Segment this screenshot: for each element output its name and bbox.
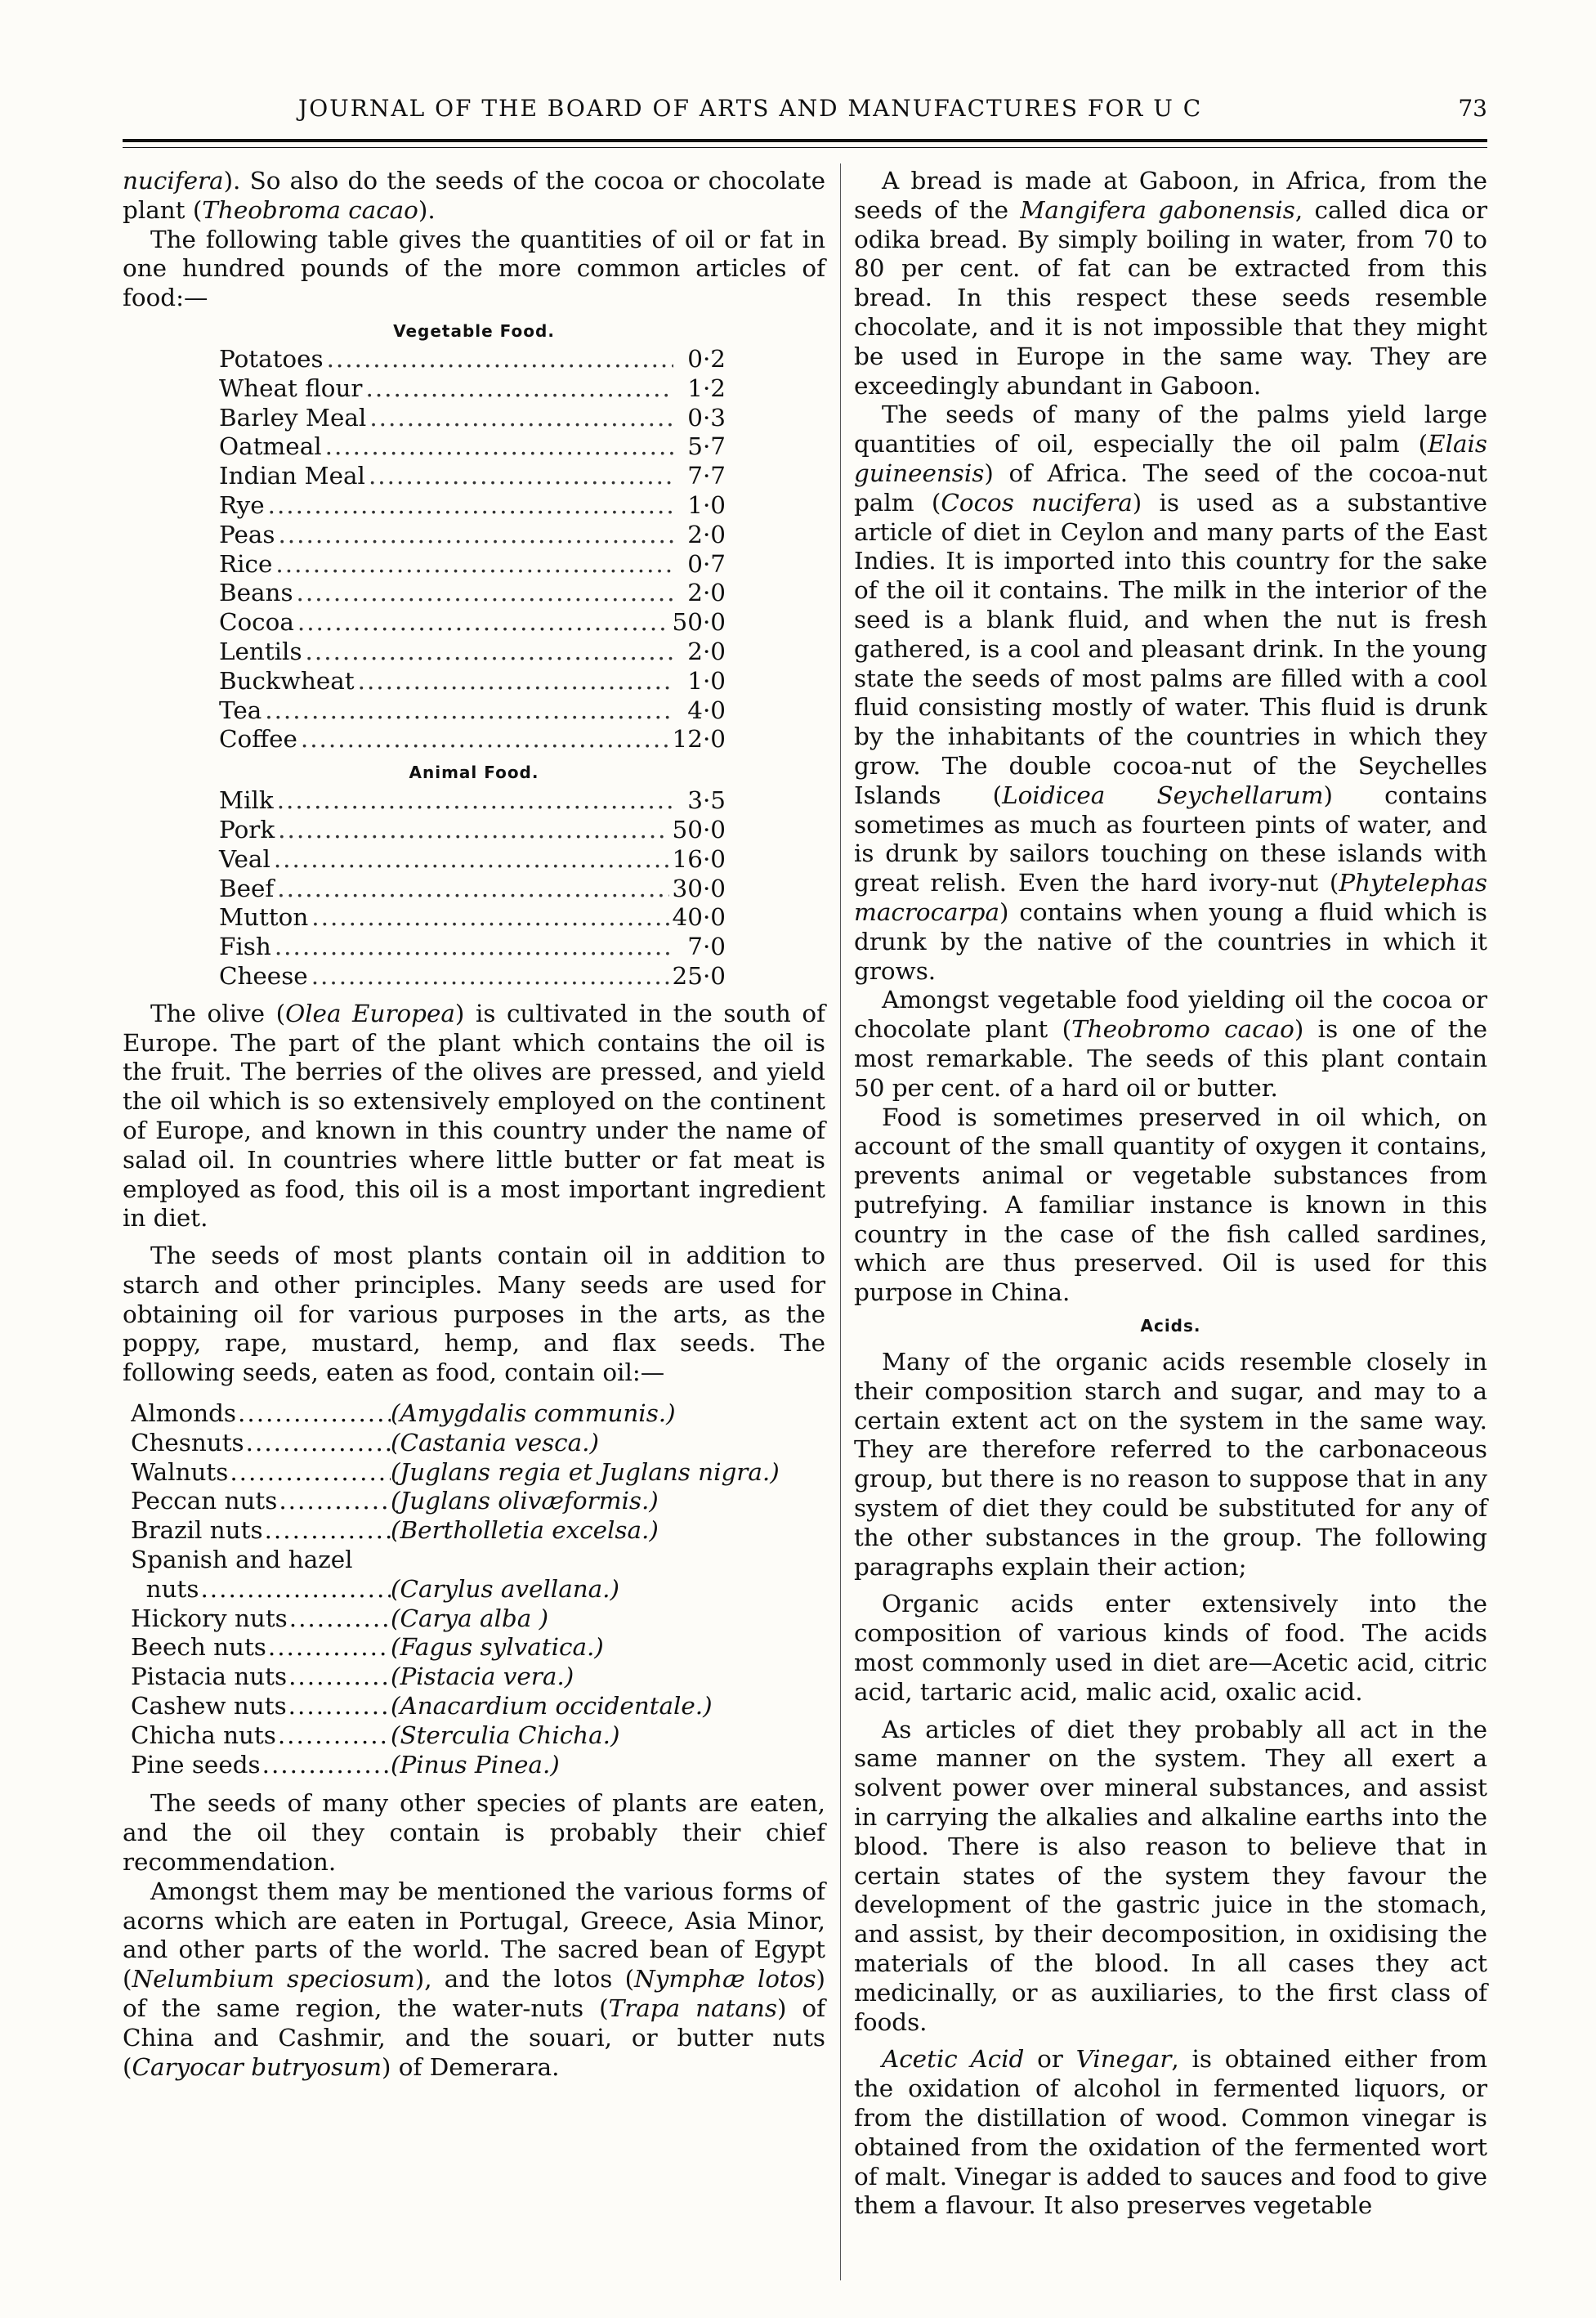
animal-name: Pork: [219, 815, 275, 844]
left-paragraph-olive: The olive (Olea Europea) is cultivated in the south of Europe. The part of the plant which contains the oil is the fruit. The berries of the olives are pressed, and yield the oil which is so extensively employed on the continent of Europe, and known in this country under the name of salad oil. In countries where little butter or fat meat is employed as food, this oil is a most important ingredient in diet.: [123, 999, 825, 1233]
vegetable-row: [219, 725, 726, 754]
seed-common-name: Walnuts: [131, 1457, 229, 1486]
seed-row: [131, 1721, 825, 1751]
seed-row: [131, 1633, 825, 1662]
animal-row: [219, 816, 726, 845]
vegetable-name: Rice: [219, 549, 273, 578]
vegetable-name: Wheat flour: [219, 374, 363, 402]
left-paragraph-acorns: Amongst them may be mentioned the various forms of acorns which are eaten in Portugal, Greece, Asia Minor, and other parts of the world. The sacred bean of Egypt (Nelumbium speciosum), and the lotos (Nymphæ lotos) of the same region, the water-nuts (Trapa natans) of China and Cashmir, and the souari, or butter nuts (Caryocar butryosum) of Demerara.: [123, 1877, 826, 2081]
leader-dots: [369, 462, 673, 491]
seed-latin-name: (Fagus sylvatica.): [391, 1633, 604, 1662]
right-paragraph-vinegar: Acetic Acid or Vinegar, is obtained either from the oxidation of alcohol in fermented liquors, or from the distillation of wood. Common vinegar is obtained from the oxidation of the fermented wort of malt. Vinegar is added to sauces and food to give them a flavour. It also preserves vegetable: [854, 2045, 1487, 2220]
acids-heading: Acids.: [1140, 1316, 1201, 1336]
vegetable-value: 50·0: [672, 608, 726, 637]
vegetable-row: [219, 696, 726, 726]
leader-dots: [246, 1429, 391, 1458]
right-paragraph-acids-list: Organic acids enter extensively into the composition of various kinds of food. The acids most commonly used in diet are—Acetic acid, citric acid, tartaric acid, malic acid, oxalic acid.: [854, 1590, 1487, 1706]
vegetable-name: Rye: [219, 490, 265, 519]
vegetable-row: [219, 521, 726, 550]
leader-dots: [268, 1633, 391, 1662]
leader-dots: [277, 875, 668, 904]
animal-name: Veal: [219, 844, 270, 873]
vegetable-name: Coffee: [219, 725, 297, 754]
vegetable-name: Lentils: [219, 637, 302, 665]
seed-common-name: Pine seeds: [131, 1750, 261, 1779]
seed-latin-name: (Carylus avellana.): [391, 1574, 619, 1603]
animal-name: Cheese: [219, 961, 308, 990]
vegetable-row: [219, 404, 726, 433]
animal-food-heading: Animal Food.: [409, 763, 539, 783]
vegetable-value: 0·7: [687, 549, 726, 578]
seed-name-cell: [131, 1429, 391, 1458]
seed-name-cell: [131, 1692, 391, 1721]
seed-row: [131, 1662, 825, 1692]
animal-row: [219, 845, 726, 875]
running-title: JOURNAL OF THE BOARD OF ARTS AND MANUFACTURES FOR U C: [298, 95, 1203, 122]
leader-dots: [238, 1399, 391, 1429]
seed-row: [131, 1399, 825, 1429]
left-paragraph-seeds: The seeds of most plants contain oil in addition to starch and other principles. Many seeds are used for obtaining oil for various purposes in the arts, as the poppy, rape, mustard, hemp, and flax seeds. The following seeds, eaten as food, contain oil:—: [123, 1242, 825, 1387]
vegetable-row: [219, 432, 726, 462]
seed-common-name: Beech nuts: [131, 1633, 266, 1662]
vegetable-row: [219, 550, 726, 580]
leader-dots: [265, 1516, 391, 1546]
seed-row: [131, 1575, 825, 1604]
right-paragraph-cocoa: Amongst vegetable food yielding oil the cocoa or chocolate plant (Theobromo cacao) is one of the most remarkable. The seeds of this plant contain 50 per cent. of a hard oil or butter.: [854, 986, 1488, 1102]
vegetable-row: [219, 608, 726, 638]
animal-name: Fish: [219, 933, 271, 961]
vegetable-value: 0·3: [687, 403, 726, 432]
animal-row: [219, 875, 726, 904]
animal-row: [219, 962, 726, 991]
seed-row: [131, 1429, 825, 1458]
leader-dots: [325, 432, 673, 462]
seed-latin-name: (Bertholletia excelsa.): [391, 1516, 659, 1545]
vegetable-row: [219, 491, 726, 521]
leader-dots: [279, 1487, 391, 1516]
seed-name-cell: [131, 1546, 391, 1575]
vegetable-value: 1·0: [687, 666, 726, 695]
left-paragraph-2: The following table gives the quantities of oil or fat in one hundred pounds of the more common articles of food:—: [123, 225, 825, 312]
seed-latin-name: (Anacardium occidentale.): [391, 1692, 713, 1721]
animal-value: 30·0: [672, 874, 726, 902]
seed-latin-name: (Sterculia Chicha.): [391, 1721, 620, 1749]
seed-common-name: Almonds: [131, 1399, 237, 1428]
seed-name-cell: [131, 1662, 391, 1692]
seed-latin-name: (Pistacia vera.): [391, 1662, 574, 1691]
seed-common-name: Peccan nuts: [131, 1487, 278, 1515]
vegetable-value: 0·2: [687, 344, 726, 373]
seed-common-name: nuts: [131, 1574, 199, 1603]
leader-dots: [230, 1458, 391, 1488]
vegetable-value: 2·0: [687, 579, 726, 607]
seed-common-name: Pistacia nuts: [131, 1662, 288, 1691]
seed-name-cell: [131, 1399, 391, 1429]
animal-row: [219, 903, 726, 933]
animal-food-table: [219, 786, 726, 991]
leader-dots: [288, 1692, 391, 1721]
vegetable-name: Oatmeal: [219, 432, 322, 461]
animal-row: [219, 786, 726, 816]
vegetable-name: Barley Meal: [219, 403, 367, 432]
left-paragraph-1: nucifera). So also do the seeds of the cocoa or chocolate plant (Theobroma cacao).: [123, 167, 825, 224]
leader-dots: [327, 345, 673, 374]
seed-row: [131, 1487, 825, 1516]
animal-name: Mutton: [219, 903, 309, 932]
leader-dots: [268, 491, 673, 521]
seed-common-name: Spanish and hazel: [131, 1546, 353, 1574]
leader-dots: [306, 638, 673, 667]
vegetable-food-table: [219, 345, 726, 754]
animal-name: Beef: [219, 874, 275, 902]
vegetable-row: [219, 345, 726, 374]
vegetable-value: 5·7: [687, 432, 726, 461]
seed-name-cell: [131, 1604, 391, 1634]
leader-dots: [297, 579, 673, 608]
right-paragraph-preserved: Food is sometimes preserved in oil which, on account of the small quantity of oxygen it contains, prevents animal or vegetable substances from putrefying. A familiar instance is known in this country in the case of the fish called sardines, which are thus preserved. Oil is used for this purpose in China.: [854, 1103, 1487, 1307]
seed-name-cell: [131, 1633, 391, 1662]
animal-value: 7·0: [687, 933, 726, 961]
vegetable-food-heading: Vegetable Food.: [393, 320, 555, 341]
vegetable-row: [219, 667, 726, 696]
right-paragraph-gaboon: A bread is made at Gaboon, in Africa, from the seeds of the Mangifera gabonensis, called dica or odika bread. By simply boiling in water, from 70 to 80 per cent. of fat can be extracted from this bread. In this respect these seeds resemble chocolate, and it is not impossible that they might be used in Europe in the same way. They are exceedingly abundant in Gaboon.: [854, 167, 1487, 400]
page-number: 73: [1458, 95, 1487, 122]
seed-row: [131, 1751, 825, 1780]
seed-name-cell: [131, 1575, 391, 1604]
vegetable-value: 1·0: [687, 490, 726, 519]
seed-row: [131, 1692, 825, 1721]
leader-dots: [278, 1721, 391, 1751]
vegetable-name: Potatoes: [219, 344, 324, 373]
leader-dots: [278, 816, 668, 845]
seed-row: [131, 1604, 825, 1634]
vegetable-value: 2·0: [687, 520, 726, 548]
leader-dots: [365, 374, 673, 404]
vegetable-row: [219, 462, 726, 491]
left-column: [123, 167, 825, 2082]
animal-value: 40·0: [672, 903, 726, 932]
seed-common-name: Chesnuts: [131, 1428, 244, 1457]
oil-seed-table: [131, 1399, 825, 1779]
vegetable-value: 4·0: [687, 696, 726, 724]
leader-dots: [311, 962, 669, 991]
leader-dots: [369, 404, 673, 433]
animal-value: 25·0: [672, 961, 726, 990]
seed-row: [131, 1516, 825, 1546]
seed-name-cell: [131, 1487, 391, 1516]
animal-value: 16·0: [672, 844, 726, 873]
seed-name-cell: [131, 1458, 391, 1488]
animal-value: 3·5: [687, 786, 726, 815]
leader-dots: [311, 903, 668, 933]
leader-dots: [275, 550, 673, 580]
seed-latin-name: (Juglans olivæformis.): [391, 1487, 659, 1515]
leader-dots: [274, 845, 669, 875]
animal-value: 50·0: [672, 815, 726, 844]
vegetable-row: [219, 374, 726, 404]
left-paragraph-other-species: The seeds of many other species of plants are eaten, and the oil they contain is probably their chief recommendation.: [123, 1789, 825, 1877]
leader-dots: [358, 667, 673, 696]
seed-common-name: Cashew nuts: [131, 1692, 287, 1721]
leader-dots: [200, 1575, 391, 1604]
vegetable-row: [219, 638, 726, 667]
animal-row: [219, 933, 726, 962]
vegetable-row: [219, 579, 726, 608]
seed-name-cell: [131, 1751, 391, 1780]
seed-name-cell: [131, 1721, 391, 1751]
leader-dots: [277, 786, 673, 816]
animal-name: Milk: [219, 786, 274, 815]
seed-name-cell: [131, 1516, 391, 1546]
page-header: [123, 88, 1487, 129]
vegetable-name: Cocoa: [219, 608, 294, 637]
seed-common-name: Brazil nuts: [131, 1516, 263, 1545]
vegetable-value: 1·2: [687, 374, 726, 402]
seed-latin-name: (Castania vesca.): [391, 1428, 599, 1457]
column-separator: [840, 163, 841, 2280]
right-paragraph-palms: The seeds of many of the palms yield large quantities of oil, especially the oil palm (Elais guineensis) of Africa. The seed of the cocoa-nut palm (Cocos nucifera) is used as a substantive article of diet in Ceylon and many parts of the East Indies. It is imported into this country for the sake of the oil it contains. The milk in the interior of the seed is a blank fluid, and when the nut is fresh gathered, is a cool and pleasant drink. In the young state the seeds of most palms are filled with a cool fluid consisting mostly of water. This fluid is drunk by the inhabitants of the countries in which they grow. The double cocoa-nut of the Seychelles Islands (Loidicea Seychellarum) contains sometimes as much as fourteen pints of water, and is drunk by sailors touching on these islands with great relish. Even the hard ivory-nut (Phytelephas macrocarpa) contains when young a fluid which is drunk by the native of the countries in which it grows.: [854, 401, 1488, 985]
right-paragraph-organic-acids: Many of the organic acids resemble closely in their composition starch and sugar, and may to a certain extent act on the system in the same way. They are therefore referred to the carbonaceous group, but there is no reason to suppose that in any system of diet they could be substituted for any of the other substances in the group. The following paragraphs explain their action;: [854, 1348, 1487, 1581]
leader-dots: [265, 696, 673, 726]
header-rule-thick: [123, 139, 1487, 142]
vegetable-name: Indian Meal: [219, 462, 365, 490]
vegetable-name: Beans: [219, 579, 293, 607]
leader-dots: [262, 1751, 391, 1780]
header-rule-thin: [123, 147, 1487, 148]
vegetable-value: 2·0: [687, 637, 726, 665]
seed-latin-name: (Pinus Pinea.): [391, 1750, 560, 1779]
leader-dots: [275, 933, 673, 962]
seed-row: [131, 1546, 825, 1575]
seed-common-name: Hickory nuts: [131, 1604, 288, 1632]
seed-common-name: Chicha nuts: [131, 1721, 276, 1749]
vegetable-name: Buckwheat: [219, 666, 355, 695]
right-paragraph-diet-action: As articles of diet they probably all act in the same manner on the system. They all exert a solvent power over mineral substances, and assist in carrying the alkalies and alkaline earths into the blood. There is also reason to believe that in certain states of the system they favour the development of the gastric juice in the stomach, and assist, by their decomposition, in oxidising the materials of the blood. In all cases they act medicinally, or as auxiliaries, to the first class of foods.: [854, 1715, 1487, 2036]
vegetable-name: Tea: [219, 696, 262, 724]
seed-latin-name: (Carya alba ): [391, 1604, 549, 1632]
leader-dots: [278, 521, 673, 550]
leader-dots: [297, 608, 669, 638]
seed-latin-name: (Juglans regia et Juglans nigra.): [391, 1457, 780, 1486]
seed-latin-name: (Amygdalis communis.): [391, 1399, 676, 1428]
vegetable-value: 7·7: [687, 462, 726, 490]
seed-row: [131, 1458, 825, 1488]
leader-dots: [289, 1604, 391, 1634]
leader-dots: [288, 1662, 391, 1692]
right-column: [854, 167, 1487, 2221]
vegetable-name: Peas: [219, 520, 275, 548]
leader-dots: [301, 725, 669, 754]
vegetable-value: 12·0: [672, 725, 726, 754]
